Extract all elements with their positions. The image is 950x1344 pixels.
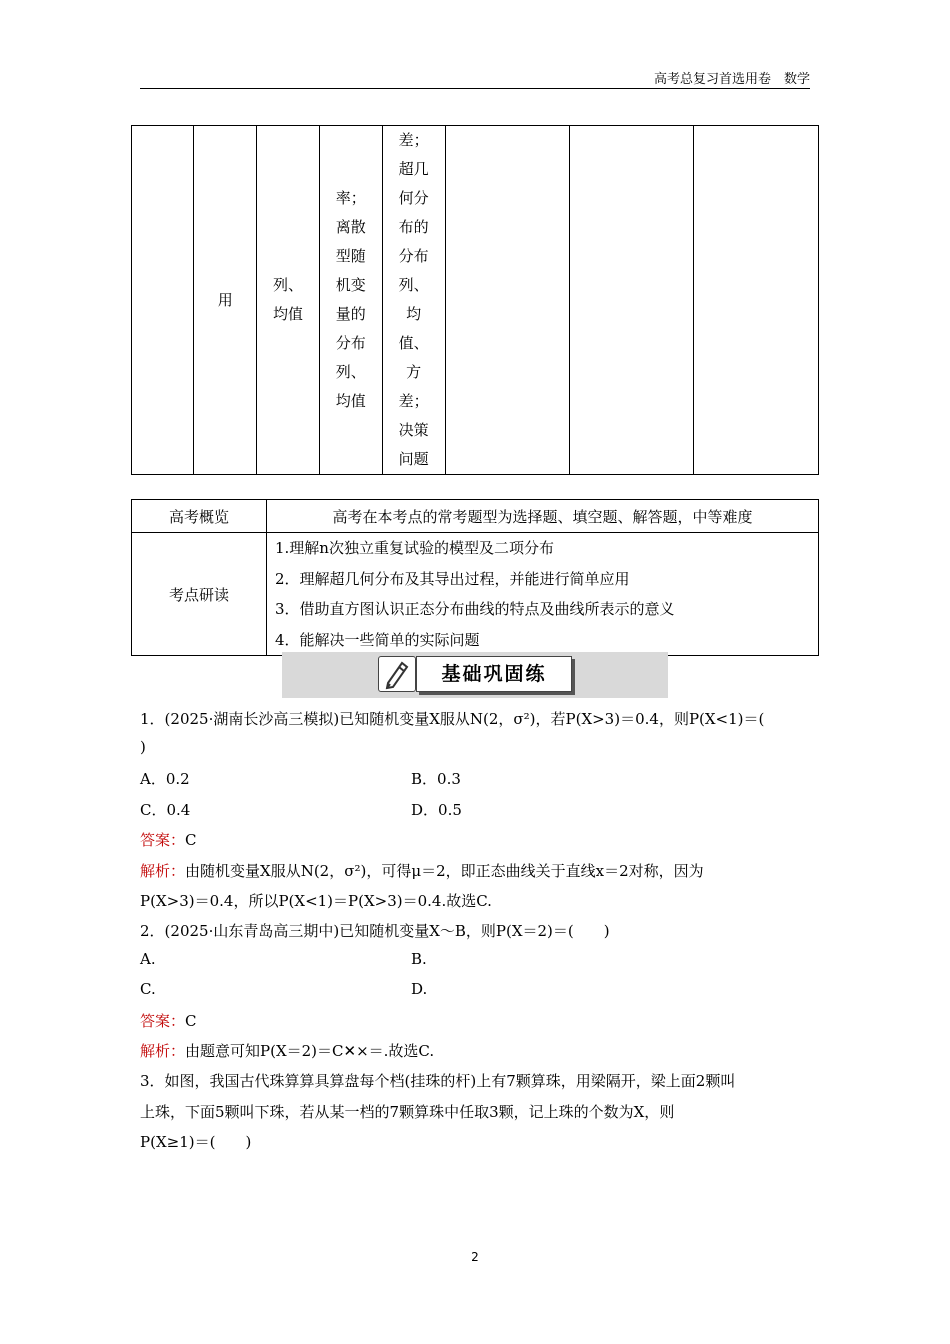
table-cell-hypergeometric: 差；超几何分布的分布列、均值、方差；决策问题 [382, 126, 445, 475]
answer-label: 答案： [140, 831, 186, 849]
q2-option-d: D. [411, 980, 428, 998]
table-cell-empty [694, 126, 819, 475]
q1-option-a: A．0.2 [140, 770, 190, 788]
page-number: 2 [471, 1250, 479, 1264]
table-cell-distribution: 列、均值 [257, 126, 320, 475]
q1-analysis-cont: P(X>3)＝0.4，所以P(X<1)＝P(X>3)＝0.4.故选C. [140, 892, 492, 910]
q1-option-c: C．0.4 [140, 801, 191, 819]
study-item: 4．能解决一些简单的实际问题 [275, 630, 480, 649]
q2-answer [140, 1010, 812, 1031]
analysis-label: 解析： [140, 862, 186, 880]
q1-answer [140, 829, 812, 850]
q2-option-a: A. [140, 950, 156, 968]
q1-option-d: D．0.5 [411, 801, 462, 819]
q2-stem: 2．(2025·山东青岛高三期中)已知随机变量X～B，则P(X＝2)＝( ) [140, 922, 610, 940]
q2-analysis [140, 1040, 812, 1061]
q1-stem: 1．(2025·湖南长沙高三模拟)已知随机变量X服从N(2，σ²)，若P(X>3)＝0.4，则P(X<1)＝( [140, 710, 765, 728]
table-cell-empty [445, 126, 569, 475]
q2-option-b: B. [411, 950, 427, 968]
page-header [140, 66, 810, 89]
study-item: 2．理解超几何分布及其导出过程，并能进行简单应用 [275, 569, 630, 588]
q2-option-c: C. [140, 980, 156, 998]
overview-label: 高考概览 [132, 500, 267, 533]
table-cell-empty [132, 126, 194, 475]
study-item: 3．借助直方图认识正态分布曲线的特点及曲线所表示的意义 [275, 600, 675, 618]
analysis-text: 由随机变量X服从N(2，σ²)，可得μ＝2，即正态曲线关于直线x＝2对称，因为 [185, 862, 704, 880]
study-items [267, 533, 819, 656]
section-banner [282, 652, 668, 698]
study-label: 考点研读 [132, 533, 267, 656]
answer-value: C [185, 1012, 197, 1030]
q1-stem-end: ) [140, 738, 146, 756]
table-cell-application: 用 [194, 126, 257, 475]
pencil-icon [378, 656, 416, 692]
answer-label: 答案： [140, 1012, 186, 1030]
study-item: 1.理解n次独立重复试验的模型及二项分布 [275, 539, 554, 557]
overview-text: 高考在本考点的常考题型为选择题、填空题、解答题，中等难度 [267, 500, 819, 533]
answer-value: C [185, 831, 197, 849]
analysis-label: 解析： [140, 1042, 186, 1060]
q3-line-2: 上珠，下面5颗叫下珠，若从某一档的7颗算珠中任取3颗，记上珠的个数为X，则 [140, 1103, 675, 1121]
q1-option-b: B．0.3 [411, 770, 461, 788]
q3-line-1: 3．如图，我国古代珠算算具算盘每个档(挂珠的杆)上有7颗算珠，用梁隔开，梁上面2颗叫 [140, 1072, 736, 1090]
banner-title: 基础巩固练 [416, 656, 572, 692]
header-title: 高考总复习首选用卷 数学 [653, 72, 810, 87]
q1-analysis [140, 860, 812, 881]
analysis-text: 由题意可知P(X＝2)＝C✕×＝.故选C. [185, 1042, 435, 1060]
overview-table [131, 499, 819, 656]
table-cell-discrete: 率；离散型随机变量的分布列、均值 [319, 126, 382, 475]
q3-line-3: P(X≥1)＝( ) [140, 1133, 252, 1151]
table-cell-empty [569, 126, 693, 475]
knowledge-table [131, 125, 819, 475]
